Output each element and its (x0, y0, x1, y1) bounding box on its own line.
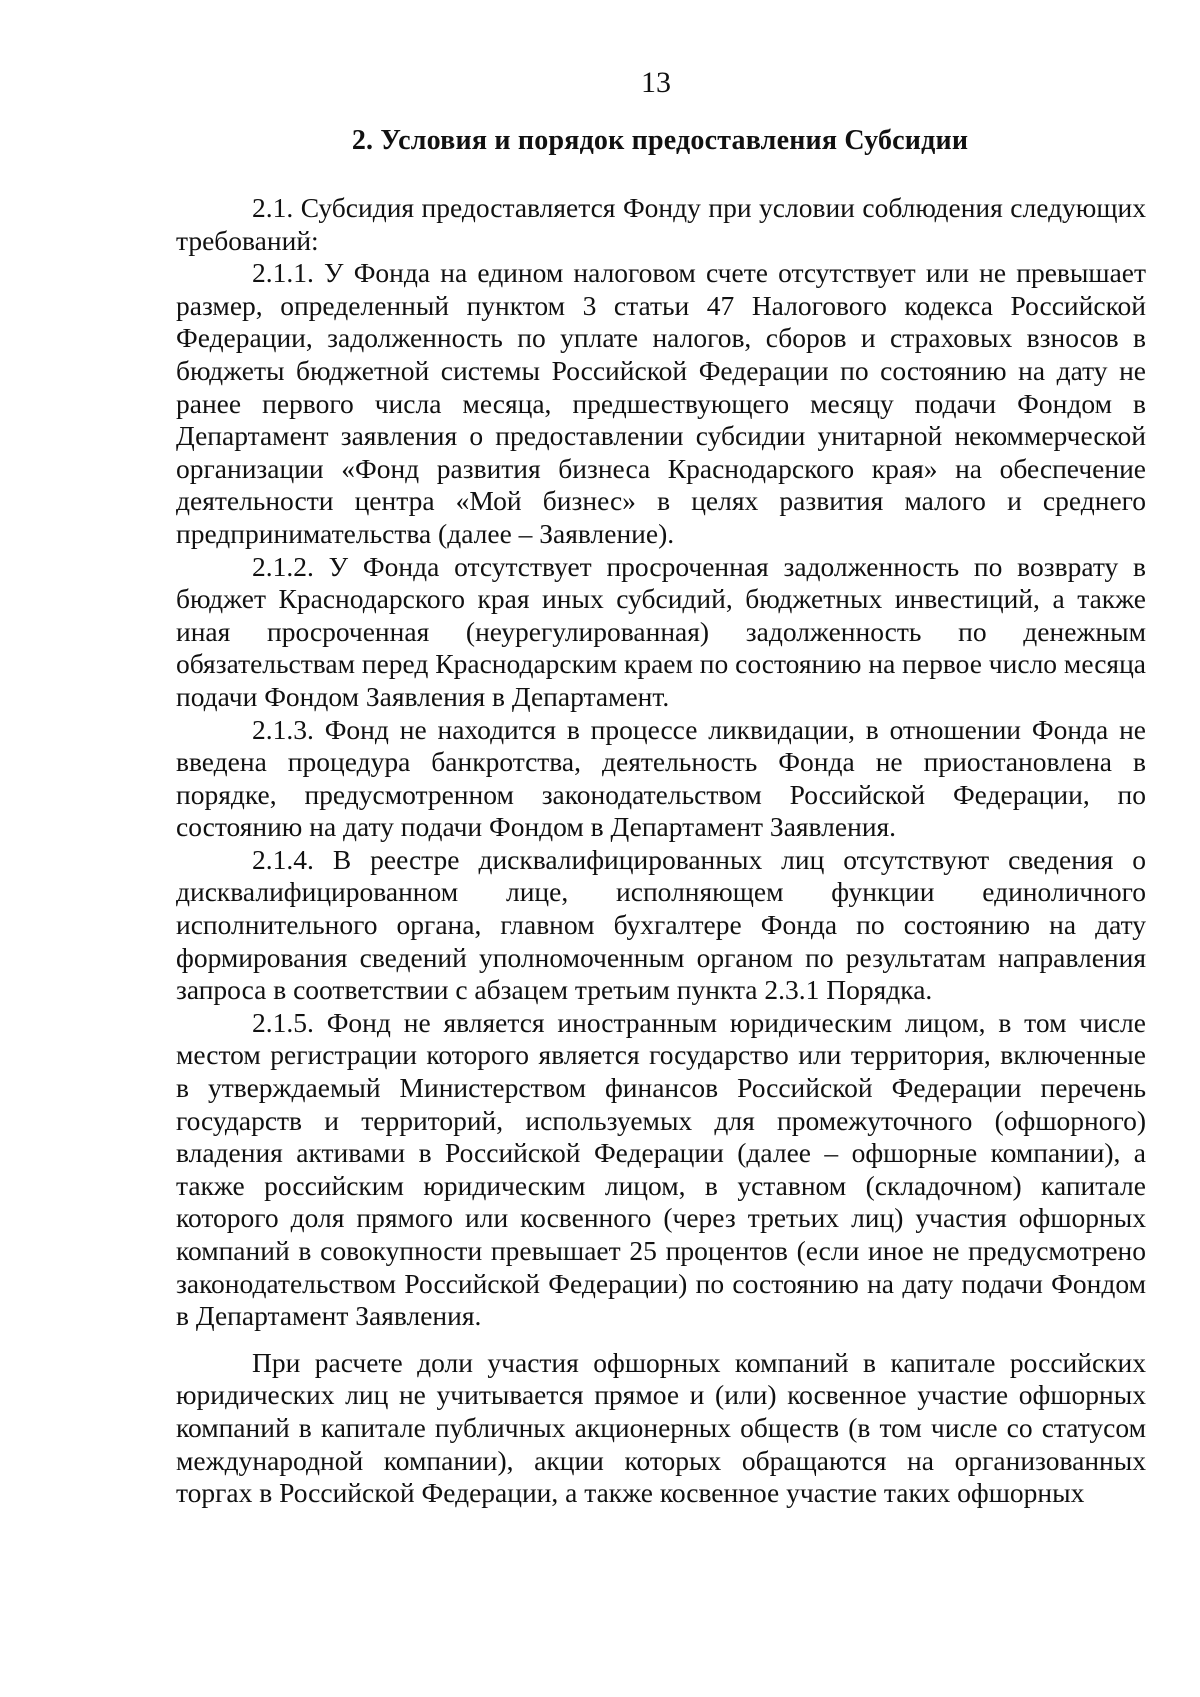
paragraph-2-1-1: 2.1.1. У Фонда на едином налоговом счете отсутствует или не превышает размер, определенный пунктом 3 статьи 47 Налогового кодекса Российской Федерации, задолженность по уплате налогов, сборов и страховых взносов в бюджеты бюджетной системы Российской Федерации по состоянию на дату не ранее первого числа месяца, предшествующего месяцу подачи Фондом в Департамент заявления о предоставлении субсидии унитарной некоммерческой организации «Фонд развития бизнеса Краснодарского края» на обеспечение деятельности центра «Мой бизнес» в целях развития малого и среднего предпринимательства (далее – Заявление). (176, 257, 1146, 549)
paragraph-2-1-4: 2.1.4. В реестре дисквалифицированных лиц отсутствуют сведения о дисквалифицированном лице, исполняющем функции единоличного исполнительного органа, главном бухгалтере Фонда по состоянию на дату формирования сведений уполномоченным органом по результатам направления запроса в соответствии с абзацем третьим пункта 2.3.1 Порядка. (176, 843, 1146, 1006)
paragraph-2-1-5: 2.1.5. Фонд не является иностранным юридическим лицом, в том числе местом регистрации которого является государство или территория, включенные в утверждаемый Министерством финансов Российской Федерации перечень государств и территорий, используемых для промежуточного (офшорного) владения активами в Российской Федерации (далее – офшорные компании), а также российским юридическим лицом, в уставном (складочном) капитале которого доля прямого или косвенного (через третьих лиц) участия офшорных компаний в совокупности превышает 25 процентов (если иное не предусмотрено законодательством Российской Федерации) по состоянию на дату подачи Фондом в Департамент Заявления. (176, 1006, 1146, 1332)
paragraph-2-1: 2.1. Субсидия предоставляется Фонду при условии соблюдения следующих требований: (176, 192, 1146, 256)
paragraph-2-1-2: 2.1.2. У Фонда отсутствует просроченная задолженность по возврату в бюджет Краснодарского края иных субсидий, бюджетных инвестиций, а также иная просроченная (неурегулированная) задолженность по денежным обязательствам перед Краснодарским краем по состоянию на первое число месяца подачи Фондом Заявления в Департамент. (176, 550, 1146, 712)
paragraph-offshore-calculation: При расчете доли участия офшорных компаний в капитале российских юридических лиц не учитывается прямое и (или) косвенное участие офшорных компаний в капитале публичных акционерных обществ (в том числе со статусом международной компании), акции которых обращаются на организованных торгах в Российской Федерации, а также косвенное участие таких офшорных (176, 1346, 1146, 1509)
paragraph-2-1-3: 2.1.3. Фонд не находится в процессе ликвидации, в отношении Фонда не введена процедура банкротства, деятельность Фонда не приостановлена в порядке, предусмотренном законодательством Российской Федерации, по состоянию на дату подачи Фондом в Департамент Заявления. (176, 713, 1146, 843)
page-number: 13 (641, 66, 671, 99)
document-body (176, 192, 1146, 1510)
section-heading: 2. Условия и порядок предоставления Субсидии (351, 125, 969, 156)
